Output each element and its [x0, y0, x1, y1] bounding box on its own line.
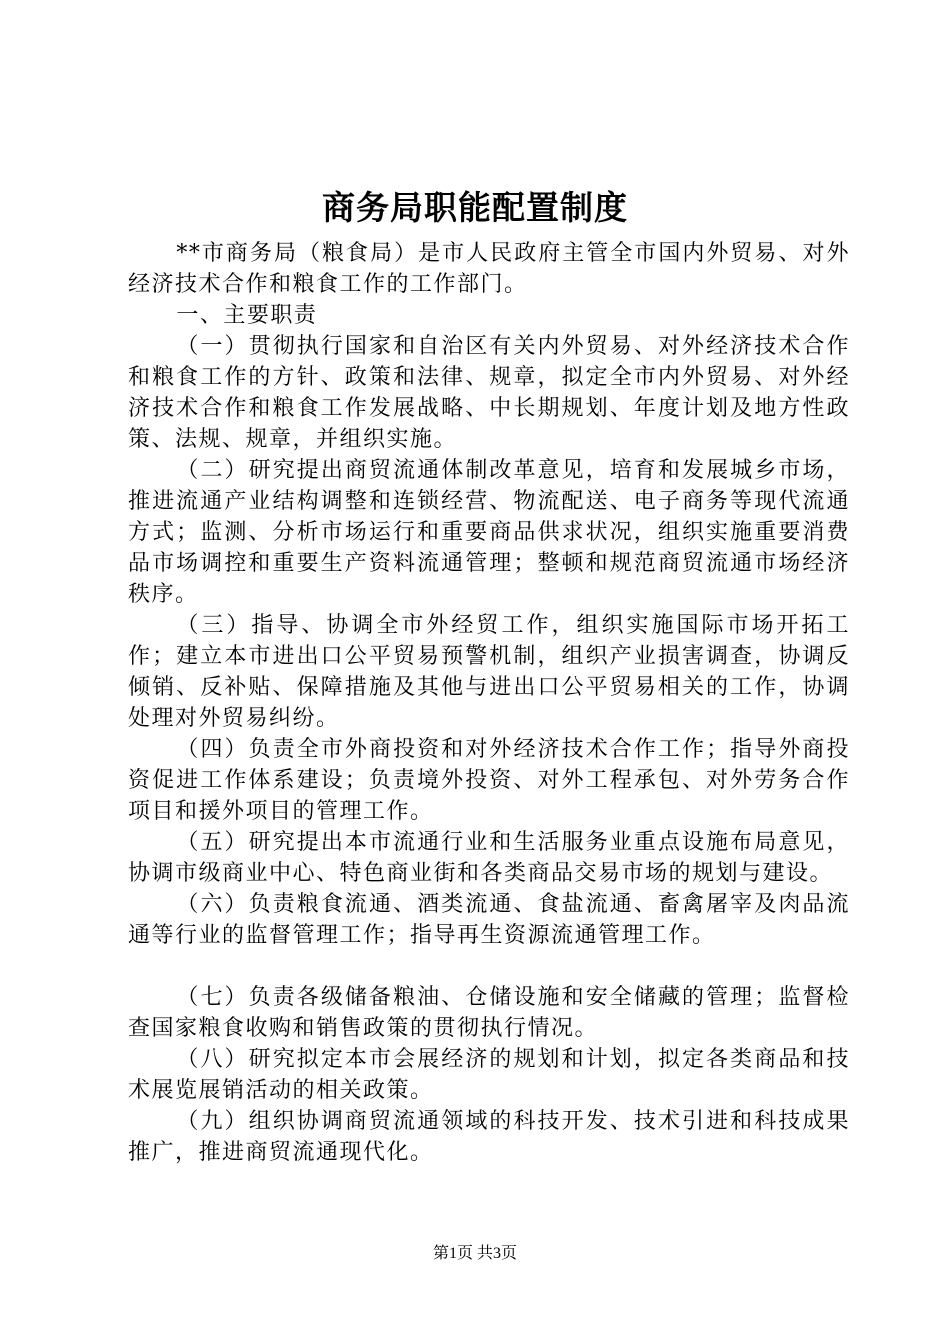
duty-paragraph-4: （四）负责全市外商投资和对外经济技术合作工作；指导外商投资促进工作体系建设；负责境外投资、对外工程承包、对外劳务合作项目和援外项目的管理工作。: [128, 737, 850, 824]
duty-paragraph-8: （八）研究拟定本市会展经济的规划和计划，拟定各类商品和技术展览展销活动的相关政策。: [128, 1047, 850, 1103]
duty-paragraph-2: （二）研究提出商贸流通体制改革意见，培育和发展城乡市场，推进流通产业结构调整和连锁经营、物流配送、电子商务等现代流通方式；监测、分析市场运行和重要商品供求状况，组织实施重要消费品市场调控和重要生产资料流通管理；整顿和规范商贸流通市场经济秩序。: [128, 458, 850, 607]
section-heading: 一、主要职责: [176, 303, 318, 328]
duty-paragraph-9: （九）组织协调商贸流通领域的科技开发、技术引进和科技成果推广，推进商贸流通现代化。: [128, 1109, 850, 1165]
page-footer: 第1页 共3页: [432, 1245, 517, 1262]
intro-paragraph: **市商务局（粮食局）是市人民政府主管全市国内外贸易、对外经济技术合作和粮食工作的工作部门。: [128, 241, 850, 297]
duty-paragraph-5: （五）研究提出本市流通行业和生活服务业重点设施布局意见，协调市级商业中心、特色商业街和各类商品交易市场的规划与建设。: [128, 830, 850, 886]
duty-paragraph-3: （三）指导、协调全市外经贸工作，组织实施国际市场开拓工作；建立本市进出口公平贸易预警机制，组织产业损害调查，协调反倾销、反补贴、保障措施及其他与进出口公平贸易相关的工作，协调处理对外贸易纠纷。: [128, 613, 850, 731]
duty-paragraph-1: （一）贯彻执行国家和自治区有关内外贸易、对外经济技术合作和粮食工作的方针、政策和法律、规章，拟定全市内外贸易、对外经济技术合作和粮食工作发展战略、中长期规划、年度计划及地方性政策、法规、规章，并组织实施。: [128, 334, 850, 452]
duty-paragraph-7: （七）负责各级储备粮油、仓储设施和安全储藏的管理；监督检查国家粮食收购和销售政策的贯彻执行情况。: [128, 985, 850, 1041]
duty-paragraph-6: （六）负责粮食流通、酒类流通、食盐流通、畜禽屠宰及肉品流通等行业的监督管理工作；指导再生资源流通管理工作。: [128, 892, 850, 948]
document-body: [128, 238, 850, 1168]
document-title: 商务局职能配置制度: [322, 188, 628, 227]
